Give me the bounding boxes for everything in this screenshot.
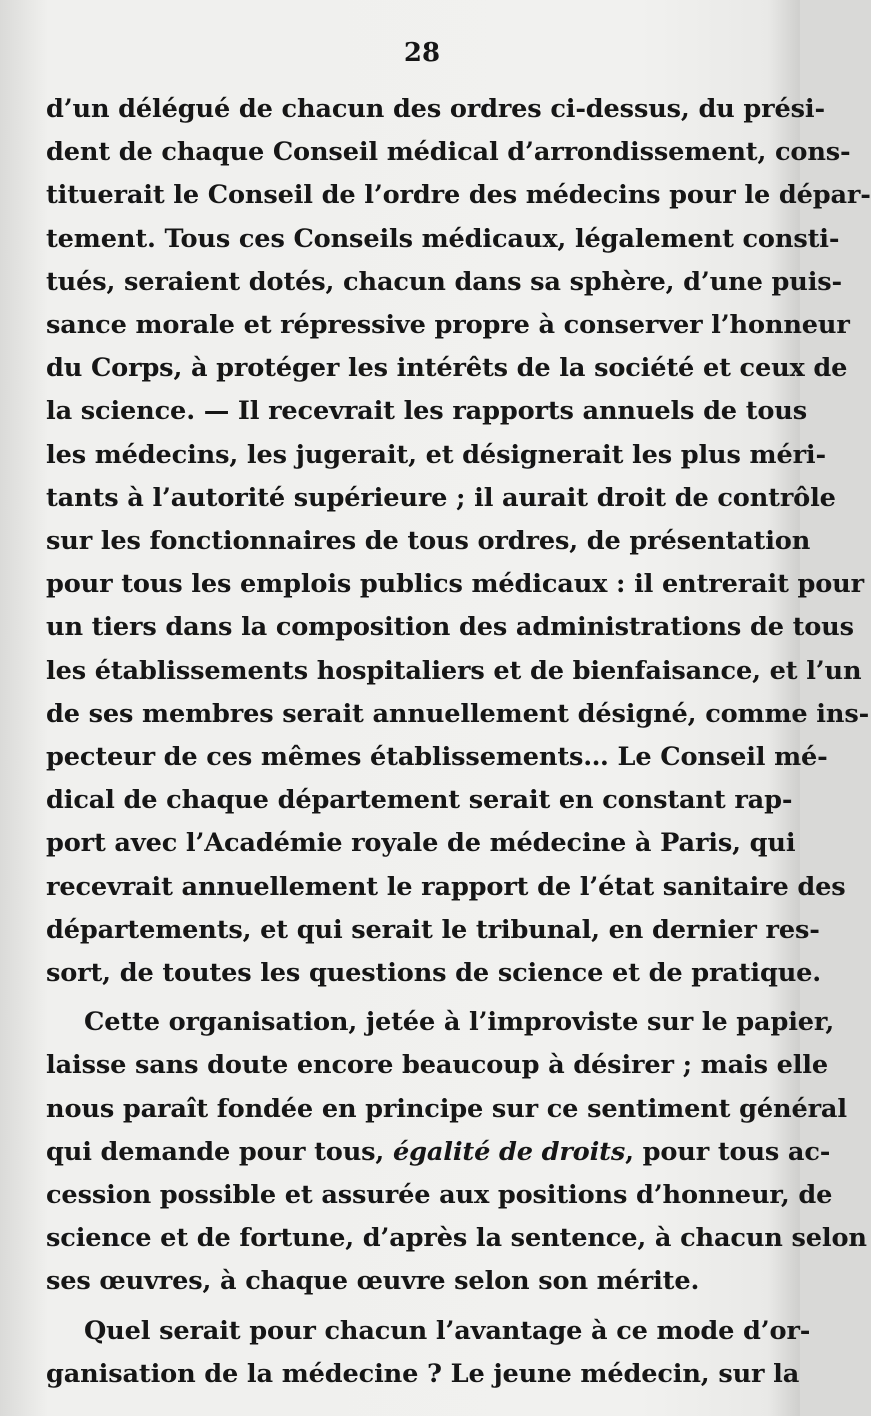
text-line: du Corps, à protéger les intérêts de la société et ceux de xyxy=(46,353,848,384)
text-line: tués, seraient dotés, chacun dans sa sphère, d’une puis- xyxy=(46,266,843,297)
text-line: un tiers dans la composition des administrations de tous xyxy=(46,612,854,643)
text-line-with-italic xyxy=(46,1131,831,1174)
text-line: nous paraît fondée en principe sur ce sentiment général xyxy=(46,1093,847,1124)
page-number: 28 xyxy=(403,38,441,68)
body-text xyxy=(46,88,871,1396)
text-line: tituerait le Conseil de l’ordre des médecins pour le dépar- xyxy=(46,180,871,211)
text-line: la science. — Il recevrait les rapports annuels de tous xyxy=(46,396,808,427)
text-line: laisse sans doute encore beaucoup à désirer ; mais elle xyxy=(46,1050,829,1081)
text-line: sort, de toutes les questions de science et de pratique. xyxy=(46,958,822,989)
text-line: science et de fortune, d’après la sentence, à chacun selon xyxy=(46,1223,867,1254)
text-line: dical de chaque département serait en constant rap- xyxy=(46,785,793,816)
paragraph-2 xyxy=(46,1001,867,1303)
text-line: ses œuvres, à chaque œuvre selon son mérite. xyxy=(46,1266,700,1297)
text-line: les médecins, les jugerait, et désignerait les plus méri- xyxy=(46,439,826,470)
text-line: Quel serait pour chacun l’avantage à ce mode d’or- xyxy=(84,1315,811,1346)
text-line: sance morale et répressive propre à conserver l’honneur xyxy=(46,310,850,341)
text-line: d’un délégué de chacun des ordres ci-dessus, du prési- xyxy=(46,94,825,124)
text-line: pecteur de ces mêmes établissements… Le Conseil mé- xyxy=(46,742,828,773)
text-line: recevrait annuellement le rapport de l’état sanitaire des xyxy=(46,871,846,902)
text-line: de ses membres serait annuellement désigné, comme ins- xyxy=(46,698,870,729)
text-fragment: , pour tous ac- xyxy=(625,1136,831,1167)
text-fragment: qui demande pour tous, xyxy=(46,1136,393,1167)
text-line: pour tous les emplois publics médicaux : il entrerait pour xyxy=(46,569,864,600)
text-line: ganisation de la médecine ? Le jeune médecin, sur la xyxy=(46,1358,800,1389)
text-line: les établissements hospitaliers et de bienfaisance, et l’un xyxy=(46,655,862,686)
text-line: dent de chaque Conseil médical d’arrondissement, cons- xyxy=(46,137,851,168)
text-line: tement. Tous ces Conseils médicaux, légalement consti- xyxy=(46,223,840,254)
text-line: sur les fonctionnaires de tous ordres, de présentation xyxy=(46,526,811,557)
paragraph-3 xyxy=(46,1310,811,1396)
text-line: Cette organisation, jetée à l’improviste sur le papier, xyxy=(84,1007,835,1038)
paragraph-1 xyxy=(46,88,871,995)
text-line: départements, et qui serait le tribunal, en dernier res- xyxy=(46,914,820,945)
text-line: port avec l’Académie royale de médecine à Paris, qui xyxy=(46,828,796,859)
text-line: cession possible et assurée aux positions d’honneur, de xyxy=(46,1180,833,1211)
italic-phrase: égalité de droits xyxy=(392,1136,626,1167)
text-line: tants à l’autorité supérieure ; il aurait droit de contrôle xyxy=(46,482,836,513)
